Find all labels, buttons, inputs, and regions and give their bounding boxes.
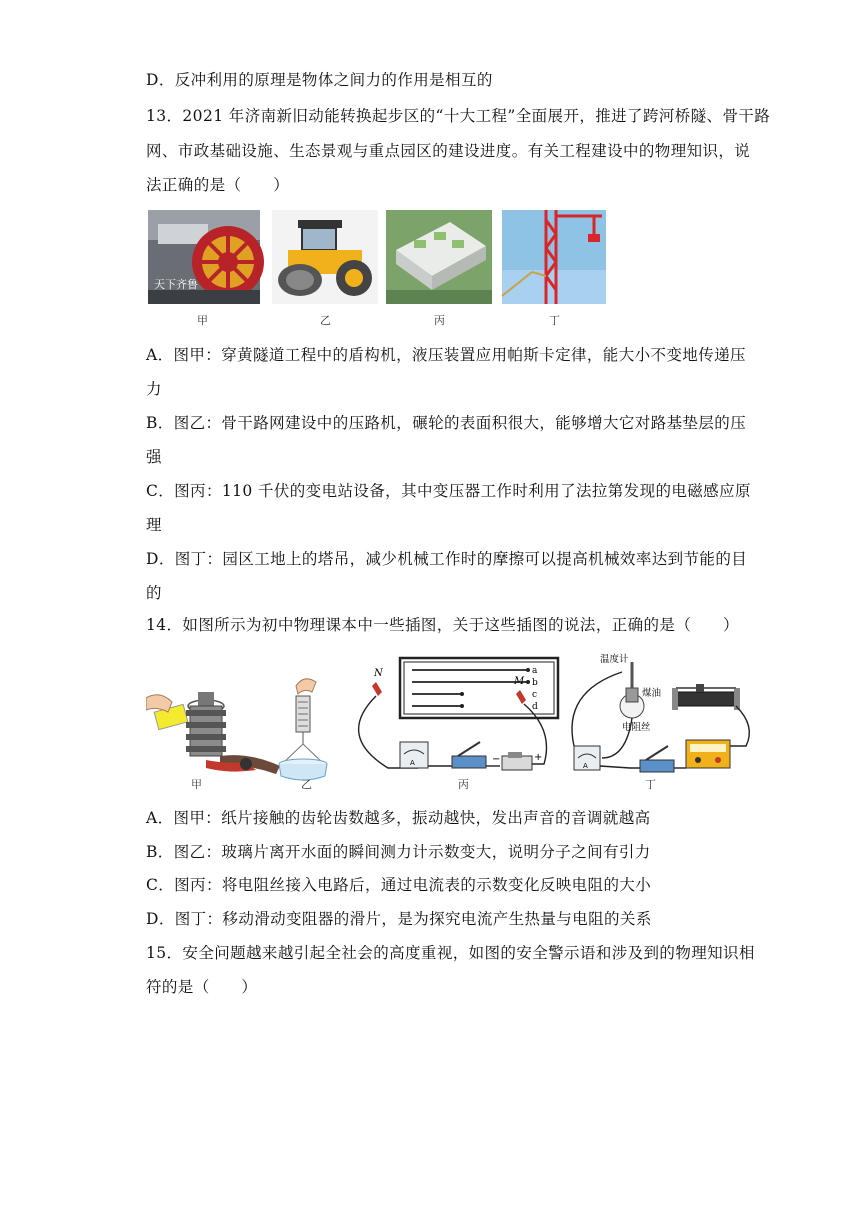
resistance-wire-label: 电阻丝 — [622, 722, 651, 733]
board-label-a: a — [532, 666, 538, 676]
thermometer-label: 温度计 — [600, 654, 629, 665]
board-label-c: c — [532, 690, 538, 700]
battery-minus: − — [492, 754, 501, 765]
q13-caption-ding: 丁 — [549, 314, 560, 327]
kerosene-label: 煤油 — [642, 688, 662, 699]
q13-photo-bing — [386, 210, 492, 304]
q13-photo-jia-watermark: 天下齐鲁 — [154, 278, 198, 291]
ammeter-letter-ding: A — [583, 762, 588, 770]
q14-stem: 14．如图所示为初中物理课本中一些插图，关于这些插图的说法，正确的是（ ） — [146, 616, 739, 634]
q13-stem-line1: 13．2021 年济南新旧动能转换起步区的“十大工程”全面展开，推进了跨河桥隧、骨干路 — [146, 107, 771, 125]
q13-option-d-line1: D．图丁：园区工地上的塔吊，减少机械工作时的摩擦可以提高机械效率达到节能的目 — [146, 550, 748, 568]
clip-m-label: M — [514, 676, 525, 687]
q15-stem-line1: 15．安全问题越来越引起全社会的高度重视，如图的安全警示语和涉及到的物理知识相 — [146, 944, 755, 962]
q14-spring-balance-illustration — [279, 679, 327, 780]
q13-option-a-line2: 力 — [146, 380, 162, 398]
q13-photo-jia — [148, 210, 264, 304]
q13-stem-line2: 网、市政基础设施、生态景观与重点园区的建设进度。有关工程建设中的物理知识，说 — [146, 142, 751, 160]
q14-caption-yi: 乙 — [301, 778, 312, 791]
q14-option-d: D．图丁：移动滑动变阻器的滑片，是为探究电流产生热量与电阻的关系 — [146, 910, 652, 928]
q13-figure — [148, 210, 608, 326]
q13-option-b-line2: 强 — [146, 448, 162, 466]
q13-option-b-line1: B．图乙：骨干路网建设中的压路机，碾轮的表面积很大，能够增大它对路基垫层的压 — [146, 414, 747, 432]
q14-option-b: B．图乙：玻璃片离开水面的瞬间测力计示数变大，说明分子之间有引力 — [146, 843, 651, 861]
battery-plus: + — [534, 752, 543, 763]
q13-option-a-line1: A．图甲：穿黄隧道工程中的盾构机，液压装置应用帕斯卡定律，能大小不变地传递压 — [146, 346, 746, 364]
q13-caption-jia: 甲 — [197, 314, 208, 327]
q14-resistance-board-circuit — [359, 658, 558, 770]
q14-gear-illustration — [146, 692, 280, 774]
board-label-d: d — [532, 702, 538, 712]
q13-photo-strip — [148, 210, 608, 326]
q14-option-c: C．图丙：将电阻丝接入电路后，通过电流表的示数变化反映电阻的大小 — [146, 876, 652, 894]
q14-illustrations — [146, 648, 758, 794]
q14-heating-circuit — [572, 653, 749, 772]
q15-stem-line2: 符的是（ ） — [146, 978, 258, 996]
q14-caption-jia: 甲 — [191, 778, 202, 791]
q13-option-c-line2: 理 — [146, 516, 162, 534]
q14-figure — [146, 648, 758, 794]
ammeter-letter-bing: A — [410, 759, 415, 767]
q13-photo-yi — [272, 210, 378, 304]
q13-option-d-line2: 的 — [146, 584, 162, 602]
q13-caption-bing: 丙 — [434, 314, 445, 327]
q13-photo-ding — [502, 210, 606, 304]
q13-option-c-line1: C．图丙：110 千伏的变电站设备，其中变压器工作时利用了法拉第发现的电磁感应原 — [146, 482, 751, 500]
q13-stem-line3: 法正确的是（ ） — [146, 176, 290, 194]
q14-caption-bing: 丙 — [458, 778, 469, 791]
q12-option-d: D．反冲利用的原理是物体之间力的作用是相互的 — [146, 71, 493, 89]
q14-caption-ding: 丁 — [645, 778, 656, 791]
q14-option-a: A．图甲：纸片接触的齿轮齿数越多，振动越快，发出声音的音调就越高 — [146, 809, 651, 827]
board-label-b: b — [532, 678, 538, 688]
q13-caption-yi: 乙 — [320, 314, 331, 327]
clip-n-label: N — [374, 668, 383, 679]
